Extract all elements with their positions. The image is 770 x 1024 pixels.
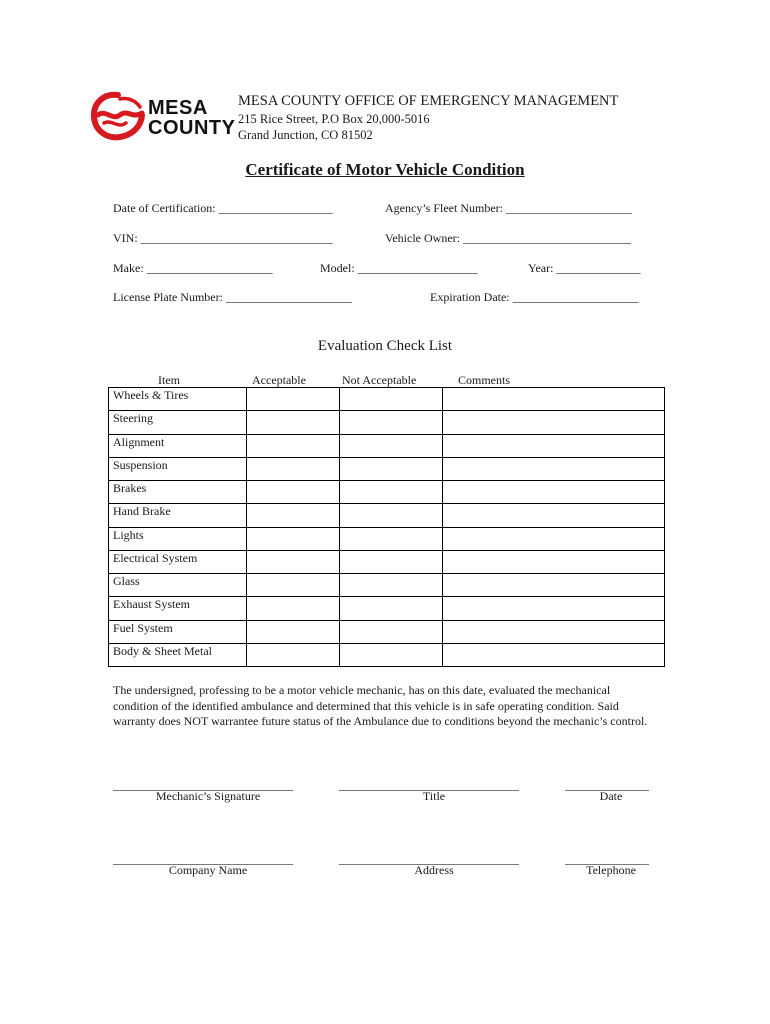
not-acceptable-cell[interactable] — [340, 457, 443, 480]
address-line-2: Grand Junction, CO 81502 — [238, 128, 373, 142]
title-label: Title — [422, 789, 446, 803]
acceptable-cell[interactable] — [247, 434, 340, 457]
table-row — [109, 504, 665, 527]
comments-cell[interactable] — [443, 550, 665, 573]
comments-cell[interactable] — [443, 643, 665, 666]
item-cell: Alignment — [109, 434, 247, 457]
logo-text-county: COUNTY — [148, 117, 236, 139]
column-header-item: Item — [158, 373, 180, 387]
company-name-label: Company Name — [168, 863, 248, 877]
comments-cell[interactable] — [443, 411, 665, 434]
certification-statement: The undersigned, professing to be a motor vehicle mechanic, has on this date, evaluated the mechanical condition of the identified ambulance and determined that this vehicle is in safe operating condition. Said warranty does NOT warrantee future status of the Ambulance due to conditions beyond the mechanic’s control. — [113, 683, 648, 728]
mechanic-signature-label: Mechanic’s Signature — [155, 789, 261, 803]
acceptable-cell[interactable] — [247, 504, 340, 527]
org-name: MESA COUNTY OFFICE OF EMERGENCY MANAGEMENT — [238, 93, 619, 109]
column-header-acceptable: Acceptable — [252, 373, 306, 387]
not-acceptable-cell[interactable] — [340, 574, 443, 597]
acceptable-cell[interactable] — [247, 620, 340, 643]
agency-fleet-number-field[interactable]: Agency’s Fleet Number: _____________________ — [385, 201, 632, 215]
acceptable-cell[interactable] — [247, 597, 340, 620]
not-acceptable-cell[interactable] — [340, 411, 443, 434]
logo-text-mesa: MESA — [148, 97, 208, 119]
item-cell: Exhaust System — [109, 597, 247, 620]
address-line[interactable]: ______________________________ — [339, 852, 519, 866]
date-line[interactable]: ______________ — [565, 778, 649, 792]
comments-cell[interactable] — [443, 574, 665, 597]
address-label: Address — [414, 863, 454, 877]
item-cell: Suspension — [109, 457, 247, 480]
telephone-label: Telephone — [586, 863, 636, 877]
comments-cell[interactable] — [443, 434, 665, 457]
item-cell: Steering — [109, 411, 247, 434]
document-title: Certificate of Motor Vehicle Condition — [245, 160, 525, 179]
comments-cell[interactable] — [443, 457, 665, 480]
table-row — [109, 527, 665, 550]
year-field[interactable]: Year: ______________ — [528, 261, 641, 275]
item-cell: Body & Sheet Metal — [109, 643, 247, 666]
table-row — [109, 434, 665, 457]
table-row — [109, 481, 665, 504]
item-cell: Glass — [109, 574, 247, 597]
column-header-not-acceptable: Not Acceptable — [342, 373, 417, 387]
acceptable-cell[interactable] — [247, 643, 340, 666]
date-of-certification-field[interactable]: Date of Certification: ___________________ — [113, 201, 333, 215]
table-row — [109, 388, 665, 411]
mesa-county-logo-icon — [90, 91, 146, 141]
acceptable-cell[interactable] — [247, 457, 340, 480]
not-acceptable-cell[interactable] — [340, 620, 443, 643]
acceptable-cell[interactable] — [247, 481, 340, 504]
date-label: Date — [599, 789, 623, 803]
not-acceptable-cell[interactable] — [340, 597, 443, 620]
acceptable-cell[interactable] — [247, 527, 340, 550]
table-row — [109, 643, 665, 666]
not-acceptable-cell[interactable] — [340, 434, 443, 457]
telephone-line[interactable]: ______________ — [565, 852, 649, 866]
not-acceptable-cell[interactable] — [340, 527, 443, 550]
column-header-comments: Comments — [458, 373, 511, 387]
model-field[interactable]: Model: ____________________ — [320, 261, 478, 275]
license-plate-field[interactable]: License Plate Number: _____________________ — [113, 290, 352, 304]
table-row — [109, 550, 665, 573]
table-row — [109, 457, 665, 480]
title-line[interactable]: ______________________________ — [339, 778, 519, 792]
table-row — [109, 597, 665, 620]
expiration-date-field[interactable]: Expiration Date: _____________________ — [430, 290, 639, 304]
item-cell: Electrical System — [109, 550, 247, 573]
acceptable-cell[interactable] — [247, 550, 340, 573]
mechanic-signature-line[interactable]: ______________________________ — [113, 778, 293, 792]
item-cell: Hand Brake — [109, 504, 247, 527]
comments-cell[interactable] — [443, 620, 665, 643]
table-row — [109, 620, 665, 643]
item-cell: Wheels & Tires — [109, 388, 247, 411]
acceptable-cell[interactable] — [247, 411, 340, 434]
comments-cell[interactable] — [443, 388, 665, 411]
vehicle-owner-field[interactable]: Vehicle Owner: ____________________________ — [385, 231, 631, 245]
vin-field[interactable]: VIN: ________________________________ — [113, 231, 333, 245]
acceptable-cell[interactable] — [247, 574, 340, 597]
table-row — [109, 574, 665, 597]
comments-cell[interactable] — [443, 527, 665, 550]
not-acceptable-cell[interactable] — [340, 481, 443, 504]
address-line-1: 215 Rice Street, P.O Box 20,000-5016 — [238, 112, 430, 126]
make-field[interactable]: Make: _____________________ — [113, 261, 273, 275]
item-cell: Brakes — [109, 481, 247, 504]
evaluation-checklist-table — [108, 387, 665, 667]
item-cell: Lights — [109, 527, 247, 550]
comments-cell[interactable] — [443, 597, 665, 620]
not-acceptable-cell[interactable] — [340, 388, 443, 411]
acceptable-cell[interactable] — [247, 388, 340, 411]
not-acceptable-cell[interactable] — [340, 504, 443, 527]
not-acceptable-cell[interactable] — [340, 550, 443, 573]
item-cell: Fuel System — [109, 620, 247, 643]
table-row — [109, 411, 665, 434]
checklist-title: Evaluation Check List — [317, 338, 453, 354]
not-acceptable-cell[interactable] — [340, 643, 443, 666]
comments-cell[interactable] — [443, 504, 665, 527]
comments-cell[interactable] — [443, 481, 665, 504]
company-name-line[interactable]: ______________________________ — [113, 852, 293, 866]
